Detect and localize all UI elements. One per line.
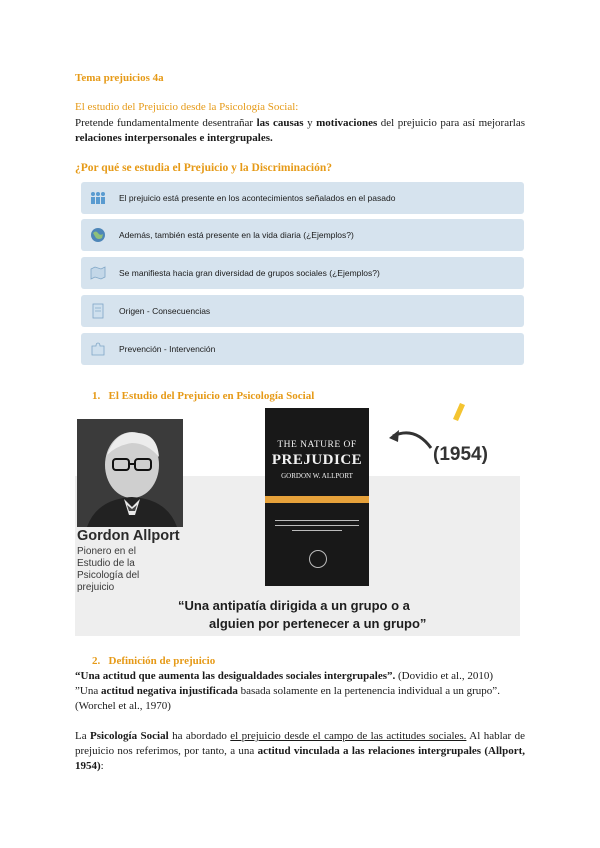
book-stripe bbox=[265, 496, 369, 503]
year-label: (1954) bbox=[433, 444, 488, 465]
reason-label: Además, también está presente en la vida diaria (¿Ejemplos?) bbox=[119, 230, 354, 240]
book-title-line2: PREJUDICE bbox=[271, 452, 363, 468]
reason-label: Origen - Consecuencias bbox=[119, 306, 211, 316]
definition-quote-line2: alguien por pertenecer a un grupo” bbox=[209, 616, 427, 631]
reason-label: Se manifiesta hacia gran diversidad de grupos sociales (¿Ejemplos?) bbox=[119, 268, 380, 278]
document-subtitle: El estudio del Prejuicio desde la Psicología Social: bbox=[75, 101, 299, 113]
document-title: Tema prejuicios 4a bbox=[75, 72, 164, 84]
reason-box-2 bbox=[81, 219, 524, 251]
book-blurb-lines bbox=[275, 520, 359, 531]
reason-box-1 bbox=[81, 182, 524, 214]
closing-paragraph: La Psicología Social ha abordado el prejuicio desde el campo de las actitudes sociales. Al hablar de prejuicio nos referimos, por tanto, a una actitud vinculada a las relaciones intergrupales (Allport, 1954): bbox=[75, 730, 525, 772]
book-cover bbox=[265, 408, 369, 586]
intro-paragraph: Pretende fundamentalmente desentrañar las causas y motivaciones del prejuicio para así mejorarlas relaciones interpersonales e intergrupales. bbox=[75, 117, 525, 144]
reason-label: Prevención - Intervención bbox=[119, 344, 216, 354]
person-name: Gordon Allport bbox=[77, 528, 180, 544]
highlight-mark-icon bbox=[451, 402, 467, 422]
reason-box-3 bbox=[81, 257, 524, 289]
allport-photo bbox=[77, 419, 183, 527]
document-icon bbox=[89, 302, 107, 320]
reason-box-4 bbox=[81, 295, 524, 327]
people-icon bbox=[89, 189, 107, 207]
globe-icon bbox=[89, 226, 107, 244]
book-author: GORDON W. ALLPORT bbox=[281, 472, 353, 480]
reason-label: El prejuicio está presente en los acontecimientos señalados en el pasado bbox=[119, 193, 396, 203]
allport-figure bbox=[75, 408, 520, 636]
section-heading-2: 2. Definición de prejuicio bbox=[92, 655, 216, 667]
definition-1: “Una actitud que aumenta las desigualdades sociales intergrupales”. (Dovidio et al., 2010) bbox=[75, 670, 494, 682]
definition-2: ”Una actitud negativa injustificada basada solamente en la pertenencia individual a un grupo”. (Worchel et al., 1970) bbox=[75, 685, 500, 712]
section-heading-1: 1. El Estudio del Prejuicio en Psicología Social bbox=[92, 390, 315, 402]
puzzle-icon bbox=[89, 340, 107, 358]
reason-box-5 bbox=[81, 333, 524, 365]
definition-quote-line1: “Una antipatía dirigida a un grupo o a bbox=[178, 598, 410, 613]
map-icon bbox=[89, 264, 107, 282]
arrow-icon bbox=[385, 422, 433, 456]
person-description: Pionero en el Estudio de la Psicología del prejuicio bbox=[77, 546, 140, 593]
question-heading: ¿Por qué se estudia el Prejuicio y la Discriminación? bbox=[75, 162, 333, 174]
book-title-line1: THE NATURE OF bbox=[277, 440, 357, 450]
publisher-logo-icon bbox=[309, 550, 327, 568]
